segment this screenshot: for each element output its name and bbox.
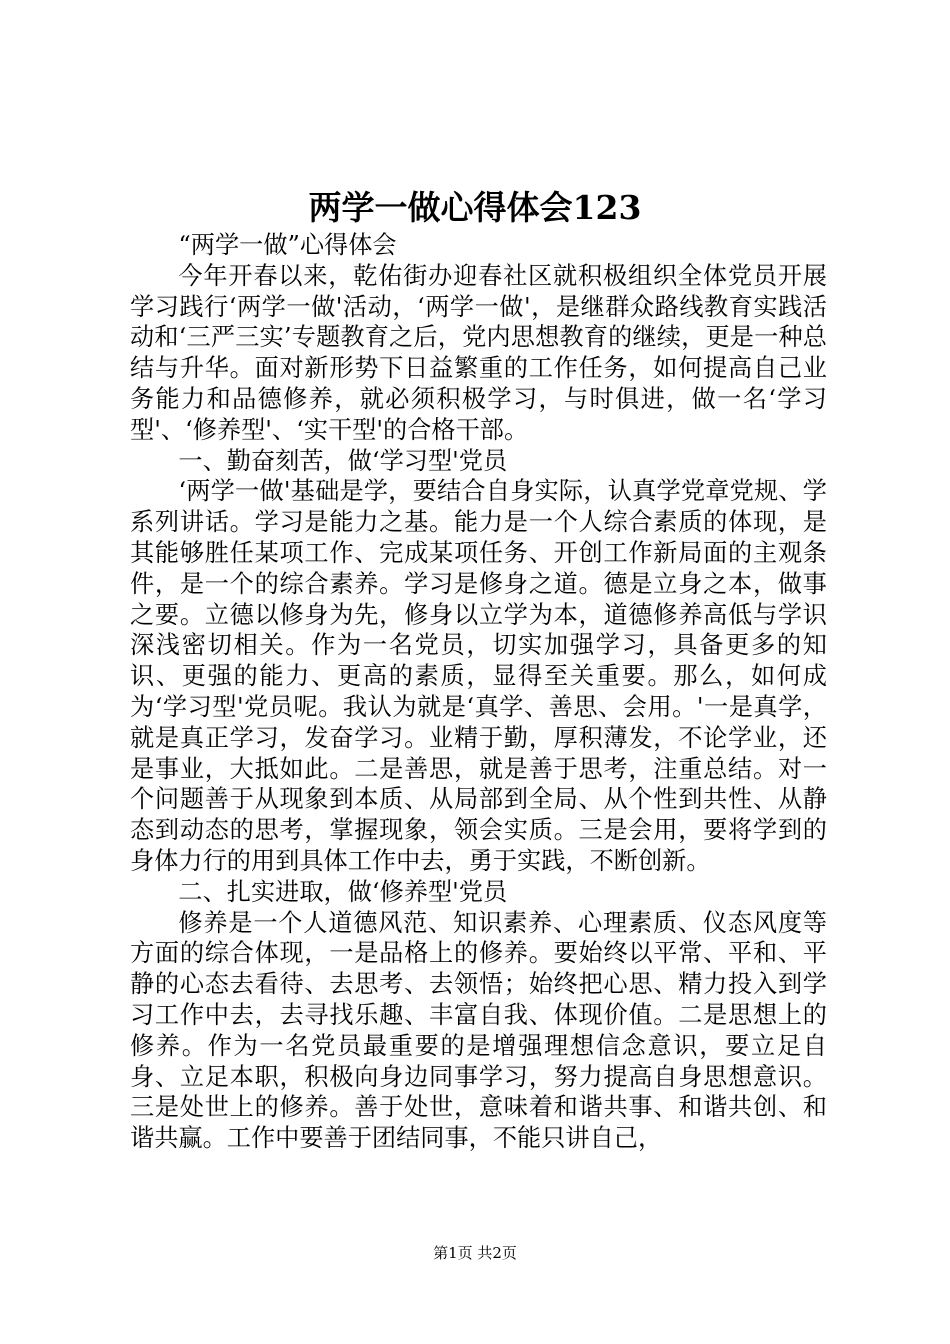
section-heading-1: 一、勤奋刻苦，做‘学习型'党员: [178, 446, 508, 475]
subtitle-paragraph: “两学一做”心得体会: [178, 231, 397, 259]
intro-paragraph: 今年开春以来，乾佑街办迎春社区就积极组织全体党员开展学习践行‘两学一做'活动，‘两学一做'，是继群众路线教育实践活动和‘三严三实’专题教育之后，党内思想教育的继续，更是一种总结与升华。面对新形势下日益繁重的工作任务，如何提高自己业务能力和品德修养，就必须积极学习，与时俱进，做一名‘学习型'、‘修养型'、‘实干型'的合格干部。: [130, 261, 827, 444]
document-body: [130, 230, 827, 1154]
section-heading-2: 二、扎实进取，做‘修养型'党员: [178, 877, 508, 906]
document-title: 两学一做心得体会123: [308, 188, 642, 227]
page-footer: 第1页 共2页: [433, 1244, 517, 1262]
section-paragraph-1: ‘两学一做'基础是学，要结合自身实际，认真学党章党规、学系列讲话。学习是能力之基。能力是一个人综合素质的体现，是其能够胜任某项工作、完成某项任务、开创工作新局面的主观条件，是一个的综合素养。学习是修身之道。德是立身之本，做事之要。立德以修身为先，修身以立学为本，道德修养高低与学识深浅密切相关。作为一名党员，切实加强学习，具备更多的知识、更强的能力、更高的素质，显得至关重要。那么，如何成为‘学习型'党员呢。我认为就是‘真学、善思、会用。'一是真学，就是真正学习，发奋学习。业精于勤，厚积薄发，不论学业，还是事业，大抵如此。二是善思，就是善于思考，注重总结。对一个问题善于从现象到本质、从局部到全局、从个性到共性、从静态到动态的思考，掌握现象，领会实质。三是会用，要将学到的身体力行的用到具体工作中去，勇于实践，不断创新。: [130, 477, 827, 875]
section-paragraph-2: 修养是一个人道德风范、知识素养、心理素质、仪态风度等方面的综合体现，一是品格上的修养。要始终以平常、平和、平静的心态去看待、去思考、去领悟；始终把心思、精力投入到学习工作中去，去寻找乐趣、丰富自我、体现价值。二是思想上的修养。作为一名党员最重要的是增强理想信念意识，要立足自身、立足本职，积极向身边同事学习，努力提高自身思想意识。三是处世上的修养。善于处世，意味着和谐共事、和谐共创、和谐共赢。工作中要善于团结同事，不能只讲自己，: [130, 908, 827, 1153]
